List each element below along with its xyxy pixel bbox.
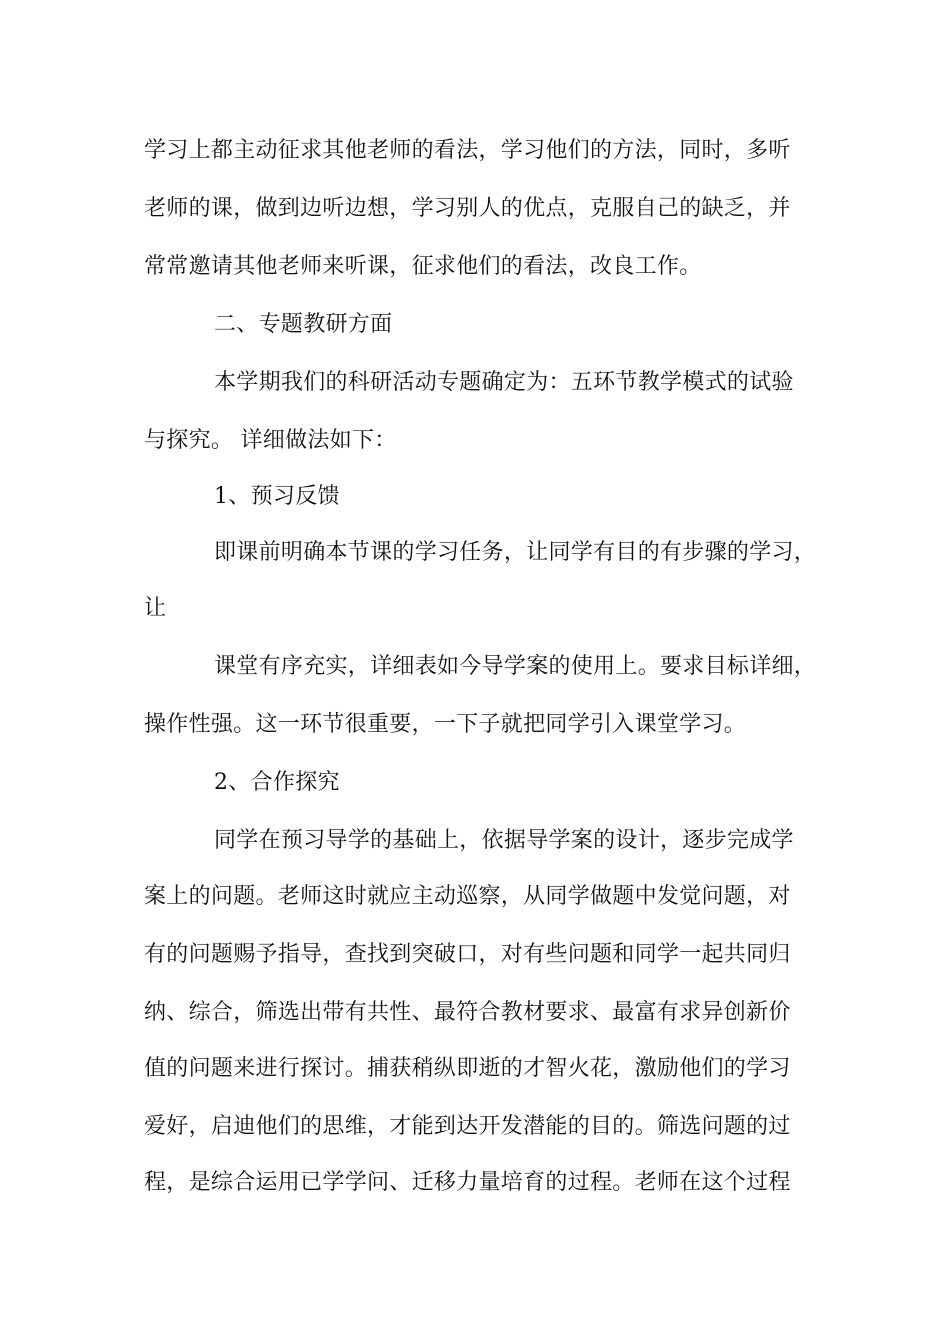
text-line: 程，是综合运用已学学问、迁移力量培育的过程。老师在这个过程 (144, 1170, 791, 1195)
text-line: 老师的课，做到边听边想，学习别人的优点，克服自己的缺乏，并 (144, 196, 791, 221)
text-line: 有的问题赐予指导，查找到突破口，对有些问题和同学一起共同归 (144, 942, 791, 967)
text-line: 让 (144, 596, 167, 621)
subsection-heading: 1、预习反馈 (214, 484, 340, 509)
text-line: 操作性强。这一环节很重要，一下子就把同学引入课堂学习。 (144, 712, 747, 737)
subsection-heading: 2、合作探究 (214, 770, 340, 795)
text-line: 课堂有序充实，详细表如今导学案的使用上。要求目标详细， (214, 654, 817, 679)
text-line: 本学期我们的科研活动专题确定为：五环节教学模式的试验 (214, 370, 794, 395)
text-line: 值的问题来进行探讨。捕获稍纵即逝的才智火花，激励他们的学习 (144, 1056, 791, 1081)
text-line: 同学在预习导学的基础上，依据导学案的设计，逐步完成学 (214, 828, 794, 853)
text-line: 与探究。 详细做法如下： (144, 428, 397, 453)
text-line: 爱好，启迪他们的思维，才能到达开发潜能的目的。筛选问题的过 (144, 1114, 791, 1139)
text-line: 学习上都主动征求其他老师的看法，学习他们的方法，同时，多听 (144, 138, 791, 163)
text-line: 纳、综合，筛选出带有共性、最符合教材要求、最富有求异创新价 (144, 1000, 791, 1025)
text-line: 常常邀请其他老师来听课，征求他们的看法，改良工作。 (144, 254, 702, 279)
text-line: 即课前明确本节课的学习任务，让同学有目的有步骤的学习， (214, 540, 817, 565)
section-heading: 二、专题教研方面 (214, 312, 393, 337)
text-line: 案上的问题。老师这时就应主动巡察，从同学做题中发觉问题，对 (144, 884, 791, 909)
